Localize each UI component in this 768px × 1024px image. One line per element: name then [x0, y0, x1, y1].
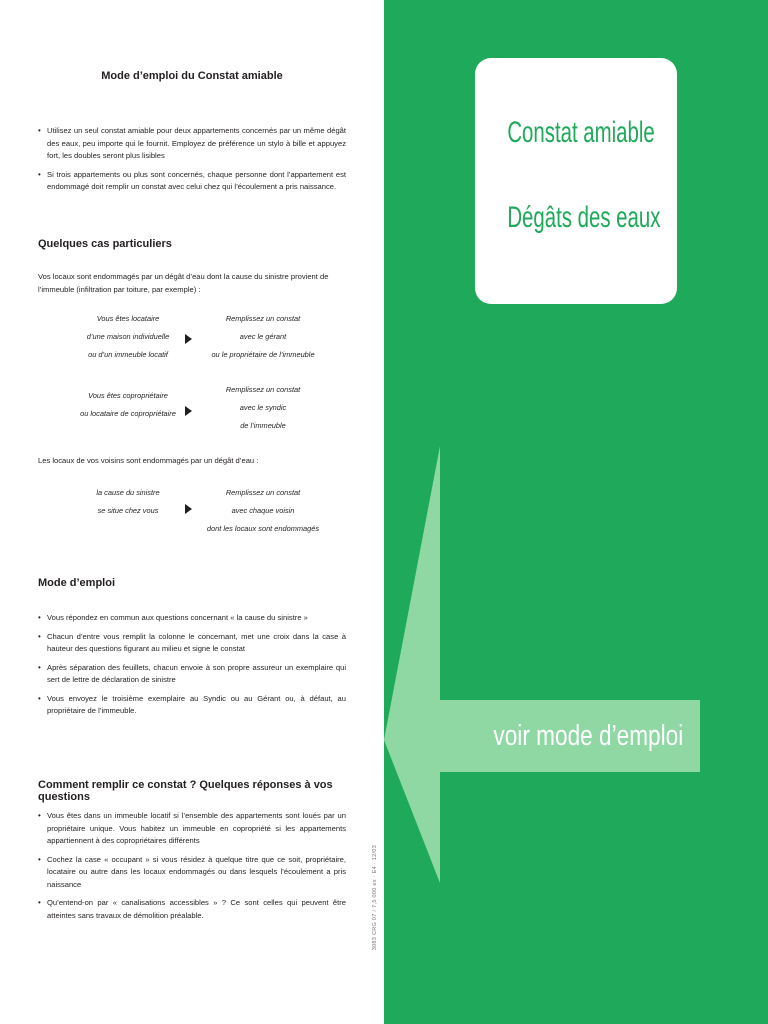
list-item: • Qu’entend-on par « canalisations accessibles » ? Ce sont celles qui peuvent être atteintes sans travaux de démolition préalable.: [38, 897, 346, 922]
list-item: • Si trois appartements ou plus sont concernés, chaque personne dont l’appartement est endommagé doit remplir un constat avec celui chez qui l’écoulement a pris naissance.: [38, 169, 346, 194]
case-line: Vous êtes locataire: [96, 314, 160, 323]
case-line: ou locataire de copropriétaire: [80, 409, 176, 418]
heading-mode-emploi: Mode d’emploi: [38, 577, 115, 589]
arrow-shape: [384, 446, 700, 883]
case-line: Remplissez un constat: [225, 314, 301, 323]
list-item: • Vous envoyez le troisième exemplaire au Syndic ou au Gérant ou, à défaut, au propriétaire de l’immeuble.: [38, 693, 346, 718]
case-line: la cause du sinistre: [96, 488, 160, 497]
case-line: avec le gérant: [239, 332, 287, 341]
neighbours-text: Les locaux de vos voisins sont endommagés par un dégât d’eau :: [38, 456, 259, 465]
case-line: Vous êtes copropriétaire: [88, 391, 168, 400]
print-code: 3083 CRG 07 / 7,5 000 ex · E4 · 12/03: [372, 845, 378, 951]
document-title: Mode d’emploi du Constat amiable: [101, 70, 283, 82]
case-line: d’une maison individuelle: [86, 332, 170, 341]
case-line: ou le propriétaire de l’immeuble: [211, 350, 315, 359]
heading-faq: Comment remplir ce constat ? Quelques réponses à vos questions: [38, 779, 333, 803]
case-line: se situe chez vous: [97, 506, 159, 515]
heading-cases: Quelques cas particuliers: [38, 238, 172, 250]
list-item: • Cochez la case « occupant » si vous résidez à quelque titre que ce soit, propriétaire, locataire ou autre dans les locaux endommagés ou dans lesquels l’écoulement a pris naissance: [38, 854, 346, 892]
card-title-line2: Dégâts des eaux: [507, 201, 661, 234]
list-item: • Vous répondez en commun aux questions concernant « la cause du sinistre »: [38, 612, 346, 625]
case-line: Remplissez un constat: [225, 488, 301, 497]
cases-intro: Vos locaux sont endommagés par un dégât d’eau dont la cause du sinistre provient de l’immeuble (infiltration par toiture, par exemple) :: [38, 272, 329, 294]
card-title-line1: Constat amiable: [507, 116, 655, 149]
list-item: • Chacun d’entre vous remplit la colonne le concernant, met une croix dans la case à hauteur des questions figurant au milieu et signe le constat: [38, 631, 346, 656]
title-card: [475, 58, 677, 304]
see-instructions-label: voir mode d’emploi: [493, 720, 684, 752]
case-line: avec chaque voisin: [231, 506, 295, 515]
list-item: • Utilisez un seul constat amiable pour deux appartements concernés par un même dégât des eaux, peu importe qui le fournit. Employez de préférence un stylo à bille et appuyez fort, les doubles seront plus lisibles: [38, 125, 346, 163]
case-line: Remplissez un constat: [225, 385, 301, 394]
case-line: dont les locaux sont endommagés: [206, 524, 320, 533]
case-line: avec le syndic: [239, 403, 287, 412]
case-line: de l’immeuble: [240, 421, 286, 430]
case-line: ou d’un immeuble locatif: [88, 350, 168, 359]
list-item: • Après séparation des feuillets, chacun envoie à son propre assureur un exemplaire qui sert de lettre de déclaration de sinistre: [38, 662, 346, 687]
list-item: • Vous êtes dans un immeuble locatif si l’ensemble des appartements sont loués par un propriétaire unique. Vous habitez un immeuble en copropriété si les appartements appartiennent à des copropriétaires différents: [38, 810, 346, 848]
